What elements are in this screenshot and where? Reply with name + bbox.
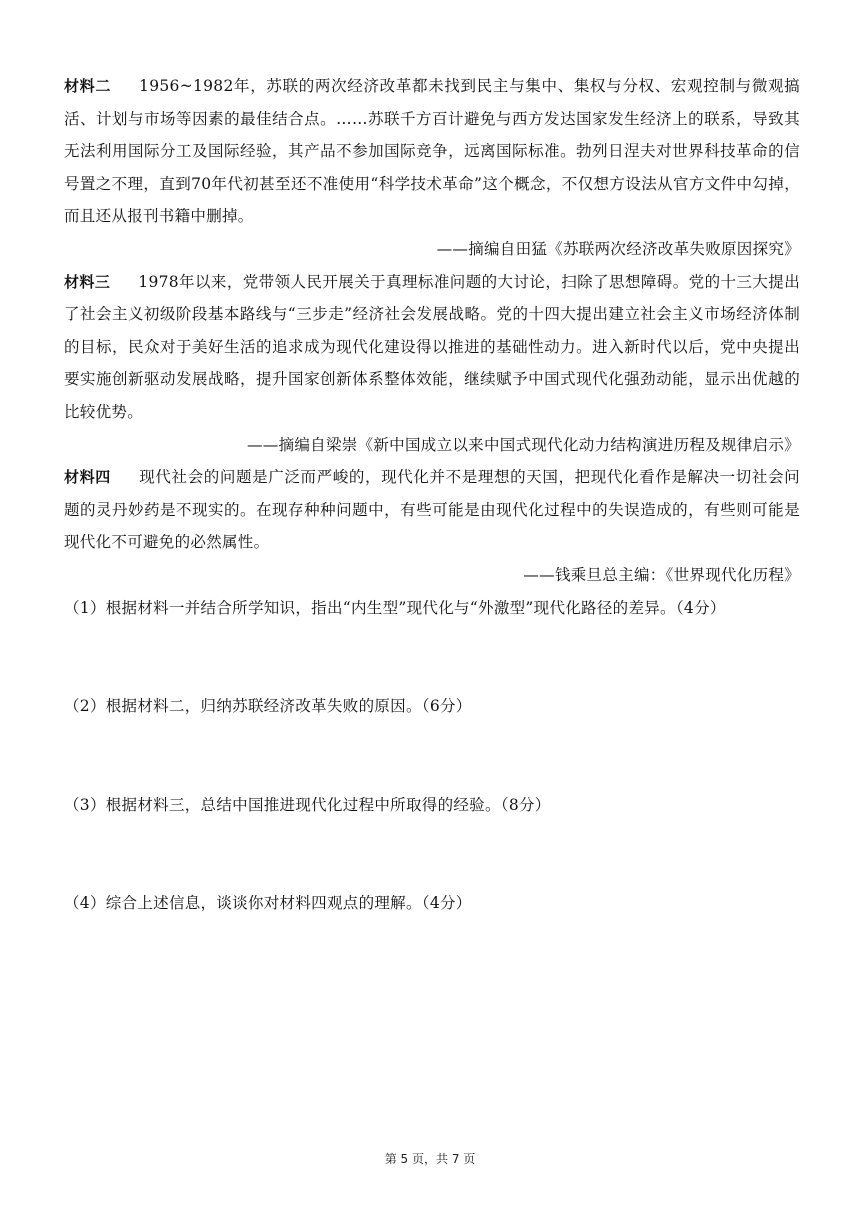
material-2-source: ——摘编自田猛《苏联两次经济改革失败原因探究》 [436,239,800,258]
material-2-label: 材料二 [64,77,112,95]
question-1: （1）根据材料一并结合所学知识，指出“内生型”现代化与“外激型”现代化路径的差异。（4分） [64,598,726,617]
material-3-label: 材料三 [64,272,111,291]
question-3: （3）根据材料三，总结中国推进现代化过程中所取得的经验。（8分） [64,795,551,814]
material-4-text: 现代社会的问题是广泛而严峻的，现代化并不是理想的天国，把现代化看作是解决一切社会问题的灵丹妙药是不现实的。在现存种种问题中，有些可能是由现代化过程中的失误造成的，有些则可能是现代化不可避免的必然属性。 [64,468,800,552]
question-4: （4）综合上述信息，谈谈你对材料四观点的理解。（4分） [64,894,472,913]
material-3-text: 1978年以来，党带领人民开展关于真理标准问题的大讨论，扫除了思想障碍。党的十三大提出了社会主义初级阶段基本路线与“三步走”经济社会发展战略。党的十四大提出建立社会主义市场经济体制的目标，民众对于美好生活的追求成为现代化建设得以推进的基础性动力。进入新时代以后，党中央提出要实施创新驱动发展战略，提升国家创新体系整体效能，继续赋予中国式现代化强劲动能，显示出优越的比较优势。 [64,272,800,421]
page-footer: 第 5 页，共 7 页 [384,1152,476,1166]
exam-page-content [64,70,800,920]
material-4-source: ——钱乘旦总主编：《世界现代化历程》 [523,565,800,584]
material-2-text: 1956~1982年，苏联的两次经济改革都未找到民主与集中、集权与分权、宏观控制与微观搞活、计划与市场等因素的最佳结合点。……苏联千方百计避免与西方发达国家发生经济上的联系，导致其无法利用国际分工及国际经验，其产品不参加国际竞争，远离国际标准。勃列日涅夫对世界科技革命的信号置之不理，直到70年代初甚至还不准使用“科学技术革命”这个概念，不仅想方设法从官方文件中勾掉，而且还从报刊书籍中删掉。 [64,77,800,226]
material-4-paragraph [64,461,800,559]
material-3-paragraph [64,266,800,429]
question-2: （2）根据材料二，归纳苏联经济改革失败的原因。（6分） [64,697,472,716]
material-3-source: ——摘编自梁崇《新中国成立以来中国式现代化动力结构演进历程及规律启示》 [246,435,800,454]
material-4-label: 材料四 [64,468,111,487]
material-2-paragraph [64,70,800,233]
